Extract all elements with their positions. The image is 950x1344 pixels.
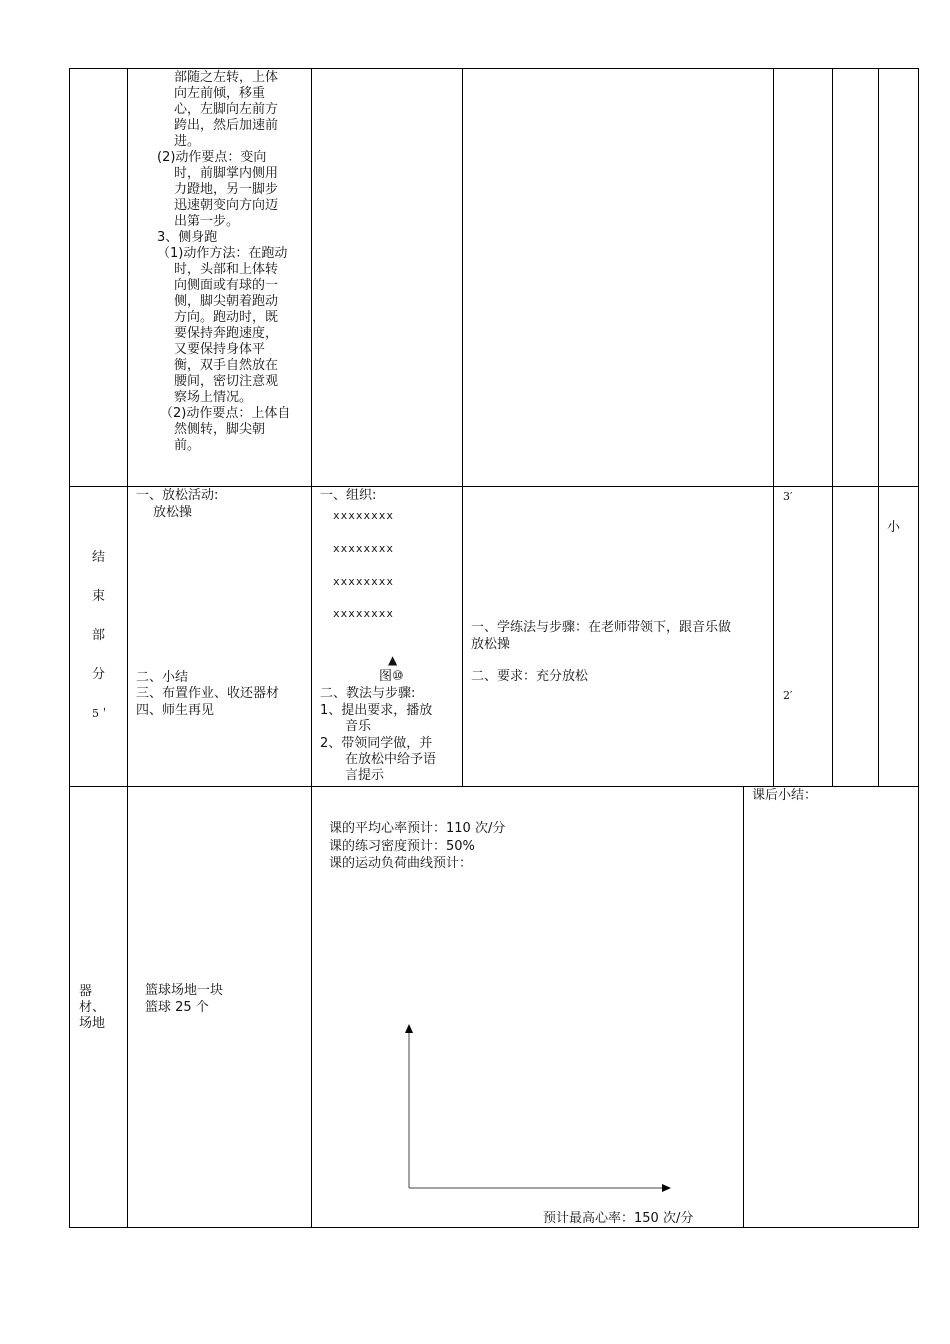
method-line: 又要保持身体平 — [174, 342, 266, 357]
column-divider — [311, 68, 312, 1228]
intensity-value: 小 — [887, 520, 901, 535]
step-line: 2、带领同学做，并 — [320, 736, 433, 751]
equipment-item: 篮球 25 个 — [145, 1000, 209, 1015]
formation-row: xxxxxxxx — [333, 509, 394, 522]
column-divider — [832, 68, 833, 786]
method-line: 跨出，然后加速前 — [174, 118, 279, 133]
y-axis-arrow-icon — [405, 1024, 413, 1033]
teacher-marker-icon: ▲ — [388, 653, 398, 667]
formation-row: xxxxxxxx — [333, 607, 394, 620]
forecast-density: 课的练习密度预计：50% — [329, 839, 475, 854]
student-line: 一、学练法与步骤：在老师带领下，跟音乐做 — [471, 620, 732, 635]
method-line: 迅速朝变向方向迈 — [174, 198, 279, 213]
equipment-label-line: 器 — [79, 984, 93, 999]
student-line: 二、要求：充分放松 — [471, 669, 589, 684]
row-divider — [69, 486, 919, 487]
column-divider — [878, 68, 879, 786]
method-line: 前。 — [174, 438, 201, 453]
equipment-label-line: 场地 — [79, 1016, 106, 1031]
organization-title: 一、组织: — [320, 488, 377, 503]
column-divider — [127, 68, 128, 1228]
x-axis-arrow-icon — [662, 1184, 671, 1192]
method-line: 方向。跑动时，既 — [174, 310, 279, 325]
step-line: 在放松中给予语 — [345, 752, 437, 767]
time-value: 3′ — [783, 490, 793, 503]
post-class-summary-label: 课后小结： — [752, 788, 818, 803]
method-line: 腰间，密切注意观 — [174, 374, 279, 389]
method-line: 向左前倾，移重 — [174, 86, 266, 101]
step-line: 言提示 — [345, 768, 385, 783]
content-item: 四、师生再见 — [136, 703, 215, 718]
method-line: 3、侧身跑 — [157, 230, 218, 245]
section-label-char: 部 — [92, 628, 106, 643]
equipment-label-line: 材、 — [79, 1000, 106, 1015]
table-border-top — [69, 68, 919, 69]
method-line: 察场上情况。 — [174, 390, 253, 405]
column-divider — [773, 68, 774, 786]
table-border-right — [918, 68, 919, 1228]
equipment-item: 篮球场地一块 — [145, 983, 224, 998]
column-divider — [462, 68, 463, 786]
formation-row: xxxxxxxx — [333, 542, 394, 555]
method-line: 出第一步。 — [174, 214, 240, 229]
step-line: 音乐 — [345, 719, 372, 734]
student-line: 放松操 — [471, 637, 511, 652]
method-line: 部随之左转，上体 — [174, 70, 279, 85]
section-label-char: 分 — [92, 667, 106, 682]
method-line: 然侧转，脚尖朝 — [174, 422, 266, 437]
section-label-char: 结 — [92, 550, 106, 565]
method-line: 心，左脚向左前方 — [174, 102, 279, 117]
forecast-max-heart-rate: 预计最高心率：150 次/分 — [543, 1211, 694, 1226]
forecast-load-curve: 课的运动负荷曲线预计： — [329, 856, 473, 871]
method-line: 衡，双手自然放在 — [174, 358, 279, 373]
content-item: 放松操 — [153, 505, 193, 520]
method-line: （1)动作方法：在跑动 — [157, 246, 288, 261]
step-line: 1、提出要求，播放 — [320, 703, 433, 718]
method-line: 时，头部和上体转 — [174, 262, 279, 277]
column-divider — [743, 786, 744, 1228]
section-label-char: 束 — [92, 589, 106, 604]
formation-row: xxxxxxxx — [333, 575, 394, 588]
forecast-avg-heart-rate: 课的平均心率预计：110 次/分 — [329, 821, 506, 836]
method-line: (2)动作要点：变向 — [157, 150, 267, 165]
figure-label: 图⑩ — [379, 669, 404, 684]
content-item: 三、布置作业、收还器材 — [136, 686, 280, 701]
method-line: 时，前脚掌内侧用 — [174, 166, 279, 181]
method-line: 向侧面或有球的一 — [174, 278, 279, 293]
method-line: 侧，脚尖朝着跑动 — [174, 294, 279, 309]
content-item: 一、放松活动: — [136, 488, 219, 503]
time-value: 2′ — [783, 689, 793, 702]
top-method-text — [136, 70, 306, 454]
method-line: 力蹬地，另一脚步 — [174, 182, 279, 197]
section-duration: 5＇ — [92, 707, 110, 720]
method-line: 进。 — [174, 134, 201, 149]
row-divider — [69, 786, 919, 787]
table-border-bottom — [69, 1227, 919, 1228]
steps-title: 二、教法与步骤: — [320, 686, 416, 701]
method-line: （2)动作要点：上体自 — [160, 406, 291, 421]
method-line: 要保持奔跑速度， — [174, 326, 279, 341]
content-item: 二、小结 — [136, 670, 189, 685]
table-border-left — [69, 68, 70, 1228]
